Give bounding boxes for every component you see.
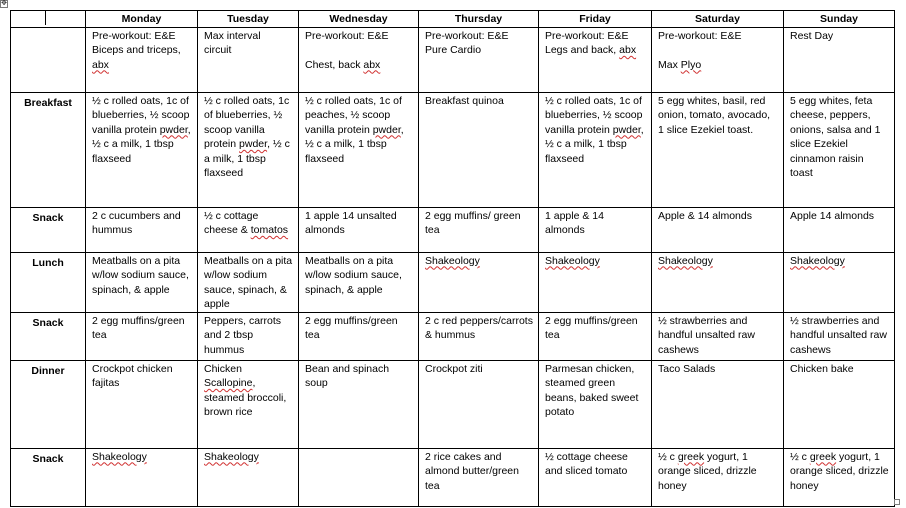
meal-cell[interactable] xyxy=(198,448,299,506)
cell-line: Pre-workout: E&E xyxy=(658,29,742,42)
meal-cell[interactable] xyxy=(299,252,419,312)
cell-line: 2 egg muffins/green tea xyxy=(92,314,185,341)
cell-line: Meatballs on a pita w/low sodium sauce, spinach, & apple xyxy=(305,254,402,296)
spellcheck-flagged-word: abx xyxy=(363,58,381,71)
cell-line xyxy=(425,254,533,269)
meal-cell[interactable] xyxy=(652,312,784,360)
cell-line: Apple & 14 almonds xyxy=(658,209,752,222)
cell-line: 2 rice cakes and almond butter/green tea xyxy=(425,450,519,492)
cell-line: 1 apple & 14 almonds xyxy=(545,209,604,236)
spellcheck-flagged-word: Shakeology xyxy=(204,450,259,463)
spellcheck-flagged-word: pwder xyxy=(159,123,188,136)
cell-line: Taco Salads xyxy=(658,362,716,375)
meal-cell[interactable] xyxy=(784,360,895,448)
cell-line xyxy=(305,450,413,465)
meal-cell[interactable] xyxy=(299,207,419,252)
cell-line: Pre-workout: E&E xyxy=(92,29,176,42)
cell-line: Breakfast quinoa xyxy=(425,94,504,107)
cell-line: Rest Day xyxy=(790,29,834,42)
meal-row xyxy=(11,360,895,448)
meal-cell[interactable] xyxy=(784,27,895,92)
day-header[interactable]: Saturday xyxy=(652,11,784,28)
meal-cell[interactable] xyxy=(198,360,299,448)
meal-cell[interactable] xyxy=(198,27,299,92)
meal-cell[interactable] xyxy=(539,92,652,207)
meal-cell[interactable] xyxy=(784,92,895,207)
cell-line: ½ c cottage cheese & tomatos xyxy=(204,209,289,236)
cell-line: 2 c red peppers/carrots & hummus xyxy=(425,314,533,341)
cell-line: Meatballs on a pita w/low sodium sauce, spinach, & apple xyxy=(204,254,293,310)
meal-cell[interactable] xyxy=(419,92,539,207)
meal-cell[interactable] xyxy=(784,448,895,506)
spellcheck-flagged-word: Plyo xyxy=(680,58,702,71)
cell-line xyxy=(545,254,646,269)
cell-line: ½ c rolled oats, 1c of peaches, ½ scoop vanilla protein pwder, ½ c a milk, 1 tbsp flaxseed xyxy=(305,94,404,165)
cell-line xyxy=(92,450,192,465)
meal-label[interactable]: Snack xyxy=(11,448,86,506)
cell-line: Legs and back, abx xyxy=(545,44,637,56)
cell-line: 5 egg whites, basil, red onion, tomato, avocado, 1 slice Ezekiel toast. xyxy=(658,94,771,136)
meal-cell[interactable] xyxy=(299,448,419,506)
meal-row xyxy=(11,207,895,252)
cell-line xyxy=(790,254,889,269)
meal-cell[interactable] xyxy=(784,207,895,252)
cell-line: Crockpot ziti xyxy=(425,362,483,375)
cell-line: ½ c greek yogurt, 1 orange sliced, drizzle honey xyxy=(790,450,889,492)
spellcheck-flagged-word: Shakeology xyxy=(790,254,845,267)
cell-line: Max Plyo xyxy=(658,58,702,71)
cell-line: Apple 14 almonds xyxy=(790,209,875,222)
meal-cell[interactable] xyxy=(299,27,419,92)
meal-row xyxy=(11,312,895,360)
meal-label[interactable] xyxy=(11,27,86,92)
meal-row xyxy=(11,252,895,312)
spellcheck-flagged-word: Scallopine xyxy=(204,377,253,389)
meal-cell[interactable] xyxy=(198,92,299,207)
spellcheck-flagged-word: greek xyxy=(677,450,705,463)
corner-cell[interactable] xyxy=(11,11,86,28)
cell-line: 2 c cucumbers and hummus xyxy=(92,209,181,236)
meal-cell[interactable] xyxy=(419,252,539,312)
meal-cell[interactable] xyxy=(86,448,198,506)
meal-cell[interactable] xyxy=(86,252,198,312)
cell-line: ½ strawberries and handful unsalted raw cashews xyxy=(790,314,887,356)
meal-cell[interactable] xyxy=(784,312,895,360)
table-move-handle[interactable]: ✥ xyxy=(1,0,7,7)
meal-cell[interactable] xyxy=(86,360,198,448)
table-resize-handle[interactable] xyxy=(894,499,900,505)
cell-line: 2 egg muffins/green tea xyxy=(545,314,638,341)
cell-line: 1 apple 14 unsalted almonds xyxy=(305,209,397,236)
meal-cell[interactable] xyxy=(652,360,784,448)
meal-cell[interactable] xyxy=(419,207,539,252)
meal-row xyxy=(11,92,895,207)
cell-line: Chest, back abx xyxy=(305,58,381,71)
cell-line: Parmesan chicken, steamed green beans, baked sweet potato xyxy=(545,362,639,418)
cell-line: 2 egg muffins/green tea xyxy=(305,314,398,341)
meal-cell[interactable] xyxy=(86,27,198,92)
meal-label[interactable]: Lunch xyxy=(11,252,86,312)
cell-line: Max interval xyxy=(204,29,261,42)
spellcheck-flagged-word: abx xyxy=(92,58,109,71)
spellcheck-flagged-word: Shakeology xyxy=(658,254,713,267)
spellcheck-flagged-word: tomatos xyxy=(250,224,289,236)
day-header[interactable]: Friday xyxy=(539,11,652,28)
meal-cell[interactable] xyxy=(198,312,299,360)
cell-line: Chicken Scallopine, steamed broccoli, brown rice xyxy=(204,362,287,418)
meal-cell[interactable] xyxy=(539,207,652,252)
spellcheck-flagged-word: greek xyxy=(809,450,837,463)
meal-cell[interactable] xyxy=(198,252,299,312)
meal-cell[interactable] xyxy=(652,252,784,312)
meal-cell[interactable] xyxy=(299,360,419,448)
meal-row xyxy=(11,27,895,92)
meal-cell[interactable] xyxy=(86,92,198,207)
spellcheck-flagged-word: Shakeology xyxy=(425,254,480,267)
meal-label[interactable]: Snack xyxy=(11,207,86,252)
cell-line: ½ c rolled oats, 1c of blueberries, ½ scoop vanilla protein pwder, ½ c a milk, 1 tbsp flaxseed xyxy=(92,94,191,165)
meal-cell[interactable] xyxy=(539,360,652,448)
day-header[interactable]: Wednesday xyxy=(299,11,419,28)
meal-row xyxy=(11,448,895,506)
meal-cell[interactable] xyxy=(419,27,539,92)
cell-line: Biceps and triceps, abx xyxy=(92,44,181,71)
meal-cell[interactable] xyxy=(652,207,784,252)
meal-cell[interactable] xyxy=(419,448,539,506)
meal-cell[interactable] xyxy=(652,448,784,506)
meal-cell[interactable] xyxy=(652,92,784,207)
spellcheck-flagged-word: pwder xyxy=(372,123,401,136)
day-header[interactable]: Sunday xyxy=(784,11,895,28)
spellcheck-flagged-word: Shakeology xyxy=(92,450,147,463)
cell-line xyxy=(658,254,778,269)
cell-line xyxy=(305,43,413,58)
meal-cell[interactable] xyxy=(539,312,652,360)
cell-line: ½ cottage cheese and sliced tomato xyxy=(545,450,628,477)
meal-cell[interactable] xyxy=(86,207,198,252)
spellcheck-flagged-word: pwder xyxy=(612,123,641,136)
meal-cell[interactable] xyxy=(784,252,895,312)
cell-line: ½ c rolled oats, 1c of blueberries, ½ scoop vanilla protein pwder, ½ c a milk, 1 tbsp flaxseed xyxy=(204,94,290,179)
meal-cell[interactable] xyxy=(86,312,198,360)
cell-line: ½ strawberries and handful unsalted raw cashews xyxy=(658,314,755,356)
meal-cell[interactable] xyxy=(299,312,419,360)
cell-line: Chicken bake xyxy=(790,362,854,375)
meal-cell[interactable] xyxy=(539,27,652,92)
meal-label[interactable]: Snack xyxy=(11,312,86,360)
meal-cell[interactable] xyxy=(419,312,539,360)
meal-cell[interactable] xyxy=(419,360,539,448)
day-header[interactable]: Thursday xyxy=(419,11,539,28)
meal-cell[interactable] xyxy=(198,207,299,252)
meal-label[interactable]: Breakfast xyxy=(11,92,86,207)
cell-line: ½ c greek yogurt, 1 orange sliced, drizzle honey xyxy=(658,450,757,492)
cell-line: circuit xyxy=(204,44,232,56)
cell-line: Peppers, carrots and 2 tbsp hummus xyxy=(204,314,282,356)
cell-line: ½ c rolled oats, 1c of blueberries, ½ scoop vanilla protein pwder, ½ c a milk, 1 tbsp flaxseed xyxy=(545,94,644,165)
cell-line: Pre-workout: E&E xyxy=(425,29,509,42)
meal-cell[interactable] xyxy=(299,92,419,207)
meal-label[interactable]: Dinner xyxy=(11,360,86,448)
cell-line: Meatballs on a pita w/low sodium sauce, spinach, & apple xyxy=(92,254,189,296)
cell-line xyxy=(658,43,778,58)
meal-cell[interactable] xyxy=(539,448,652,506)
cell-line: 2 egg muffins/ green tea xyxy=(425,209,521,236)
day-header[interactable]: Tuesday xyxy=(198,11,299,28)
weekly-meal-plan-table xyxy=(10,10,895,507)
meal-cell[interactable] xyxy=(539,252,652,312)
cell-line: Pure Cardio xyxy=(425,44,482,56)
cell-line: 5 egg whites, feta cheese, peppers, onions, salsa and 1 slice Ezekiel cinnamon raisin toast xyxy=(790,94,881,179)
meal-cell[interactable] xyxy=(652,27,784,92)
spellcheck-flagged-word: pwder xyxy=(239,138,268,150)
spellcheck-flagged-word: Shakeology xyxy=(545,254,600,267)
cell-line: Bean and spinach soup xyxy=(305,362,390,389)
spellcheck-flagged-word: abx xyxy=(619,44,637,56)
cell-line: Pre-workout: E&E xyxy=(305,29,389,42)
cell-line: Crockpot chicken fajitas xyxy=(92,362,173,389)
header-row xyxy=(11,11,895,28)
day-header[interactable]: Monday xyxy=(86,11,198,28)
cell-line xyxy=(204,450,293,465)
cell-line: Pre-workout: E&E xyxy=(545,29,629,42)
